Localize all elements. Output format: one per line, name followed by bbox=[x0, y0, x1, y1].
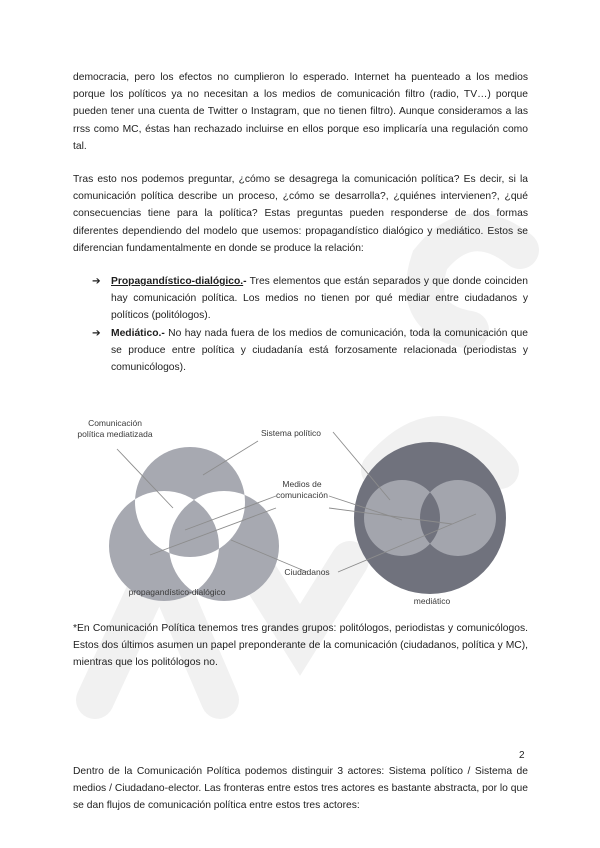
paragraph-note: *En Comunicación Política tenemos tres grandes grupos: politólogos, periodistas y comunicólogos. Estos dos últimos asumen un papel preponderante de la comunicación (ciudadanos, política y MC), mientras que los politólogos no. bbox=[73, 623, 528, 669]
page-number: 2 bbox=[519, 750, 525, 761]
arrow-icon: ➔ bbox=[92, 327, 101, 339]
paragraph-actors: Dentro de la Comunicación Política podemos distinguir 3 actores: Sistema político / Sistema de medios / Ciudadano-elector. Las fronteras entre estos tres actores es bastante abstracta, por lo que se dan flujos de comunicación política entre estos tres actores: bbox=[73, 766, 528, 812]
label-medios-2: comunicación bbox=[276, 490, 328, 500]
paragraph-question: Tras esto nos podemos preguntar, ¿cómo se desagrega la comunicación política? Es decir, si la comunicación política describe un proceso, ¿cómo se desarrolla?, ¿quiénes intervienen?, ¿qué consecuencias tiene para la política? Estas preguntas pueden responderse de dos formas diferentes dependiendo del modelo que usemos: propagandístico dialógico y mediático. Estos se diferencian fundamentalmente en donde se produce la relación: bbox=[73, 174, 528, 254]
caption-propagandistico: propagandístico-dialógico bbox=[128, 587, 226, 597]
label-comunicacion-mediatizada-1: Comunicación bbox=[88, 418, 142, 428]
list-item-mediatico bbox=[90, 325, 528, 377]
list-item-propagandistico bbox=[90, 273, 528, 325]
label-medios-1: Medios de bbox=[282, 479, 322, 489]
definition-propagandistico: Tres elementos que están separados y que donde coinciden hay comunicación política. Los medios no tienen por qué mediar entre ciudadanos y políticos (politólogos). bbox=[111, 276, 528, 322]
term-separator: - bbox=[243, 276, 247, 287]
caption-mediatico: mediático bbox=[413, 596, 451, 606]
term-mediatico: Mediático. bbox=[111, 327, 162, 339]
term-separator: - bbox=[161, 327, 165, 339]
label-sistema-politico: Sistema político bbox=[261, 428, 321, 438]
definition-mediatico: No hay nada fuera de los medios de comunicación, toda la comunicación que se produce entre política y ciudadanía está forzosamente relacionada (periodistas y comunicólogos). bbox=[111, 327, 528, 374]
label-ciudadanos: Ciudadanos bbox=[284, 567, 330, 577]
model-list bbox=[90, 273, 528, 376]
label-comunicacion-mediatizada-2: política mediatizada bbox=[77, 429, 153, 439]
paragraph-intro: democracia, pero los efectos no cumplieron lo esperado. Internet ha puenteado a los medios porque los políticos ya no necesitan a los medios de comunicación filtro (radio, TV…) porque pueden tener una cuenta de Twitter o Instagram, que no tienen filtro). Aunque consideramos a las rrss como MC, éstas han rechazado incluirse en ellos porque eso implicaría una regulación como tal. bbox=[73, 72, 528, 152]
venn-diagram bbox=[109, 447, 279, 601]
mediatico-diagram bbox=[354, 442, 506, 594]
term-propagandistico: Propagandístico-dialógico. bbox=[111, 276, 244, 287]
arrow-icon: ➔ bbox=[92, 276, 101, 287]
models-diagram bbox=[0, 400, 600, 615]
